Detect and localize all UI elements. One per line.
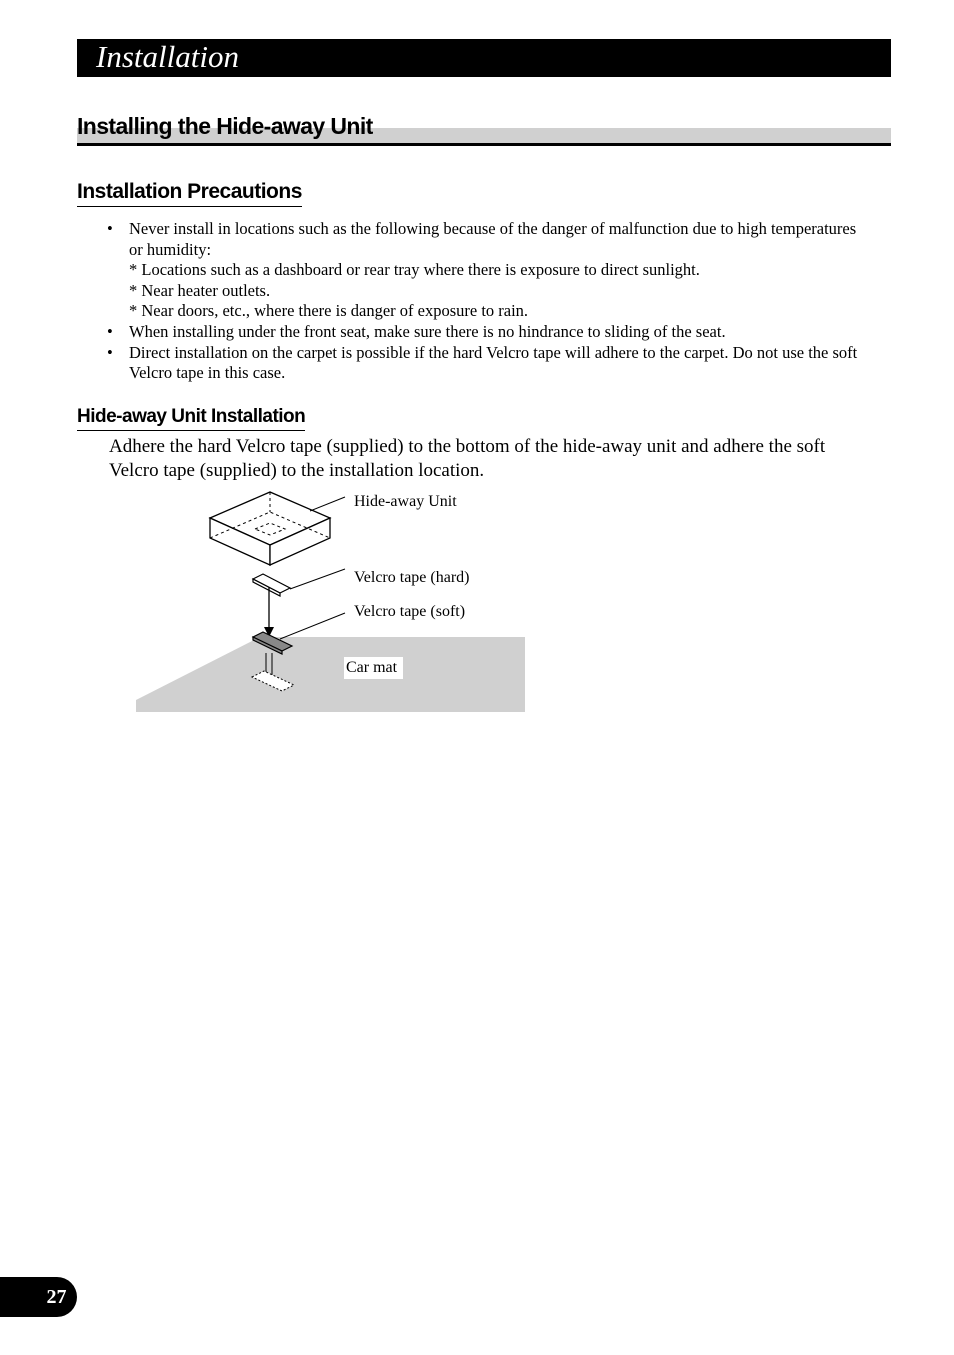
section-title-block (77, 110, 891, 147)
bullet-symbol: • (107, 321, 113, 341)
sub-item: * Near doors, etc., where there is danger of exposure to rain. (129, 301, 529, 321)
hard-tape (253, 574, 290, 596)
unit-leader (310, 497, 345, 511)
list-item (107, 343, 867, 384)
section-title: Installing the Hide-away Unit (77, 113, 373, 139)
bullet-text: When installing under the front seat, make sure there is no hindrance to sliding of the seat. (129, 321, 726, 341)
label-hideaway-unit: Hide-away Unit (354, 493, 457, 510)
page-number: 27 (46, 1286, 67, 1308)
bullet-text: Never install in locations such as the following because of the danger of malfunction due to high temperatures or humidity: (129, 219, 857, 259)
page-header-title: Installation (96, 39, 239, 74)
hideaway-body: Adhere the hard Velcro tape (supplied) to the bottom of the hide-away unit and adhere the soft Velcro tape (supplied) to the installation location. (109, 436, 826, 481)
list-item (107, 219, 867, 322)
hideaway-unit-box (210, 492, 330, 565)
hard-leader (290, 569, 345, 589)
installation-figure (130, 485, 530, 715)
soft-leader (280, 613, 345, 639)
label-car-mat: Car mat (344, 657, 403, 679)
precautions-heading: Installation Precautions (77, 180, 302, 207)
page-number-tab (0, 1277, 77, 1317)
sub-item: * Locations such as a dashboard or rear tray where there is exposure to direct sunlight. (129, 260, 700, 280)
list-item (107, 322, 867, 343)
car-mat-shape (136, 637, 525, 712)
installation-diagram (130, 485, 530, 715)
hideaway-heading: Hide-away Unit Installation (77, 406, 305, 431)
sub-item: * Near heater outlets. (129, 280, 271, 300)
precautions-list (107, 219, 867, 384)
label-velcro-hard: Velcro tape (hard) (354, 569, 470, 586)
section-title-rule (77, 143, 891, 146)
bullet-text: Direct installation on the carpet is possible if the hard Velcro tape will adhere to the carpet. Do not use the soft Velcro tape in this case. (129, 342, 858, 383)
header-bar (77, 39, 891, 77)
label-velcro-soft: Velcro tape (soft) (354, 603, 466, 620)
bullet-symbol: • (107, 219, 113, 238)
bullet-symbol: • (107, 342, 113, 362)
